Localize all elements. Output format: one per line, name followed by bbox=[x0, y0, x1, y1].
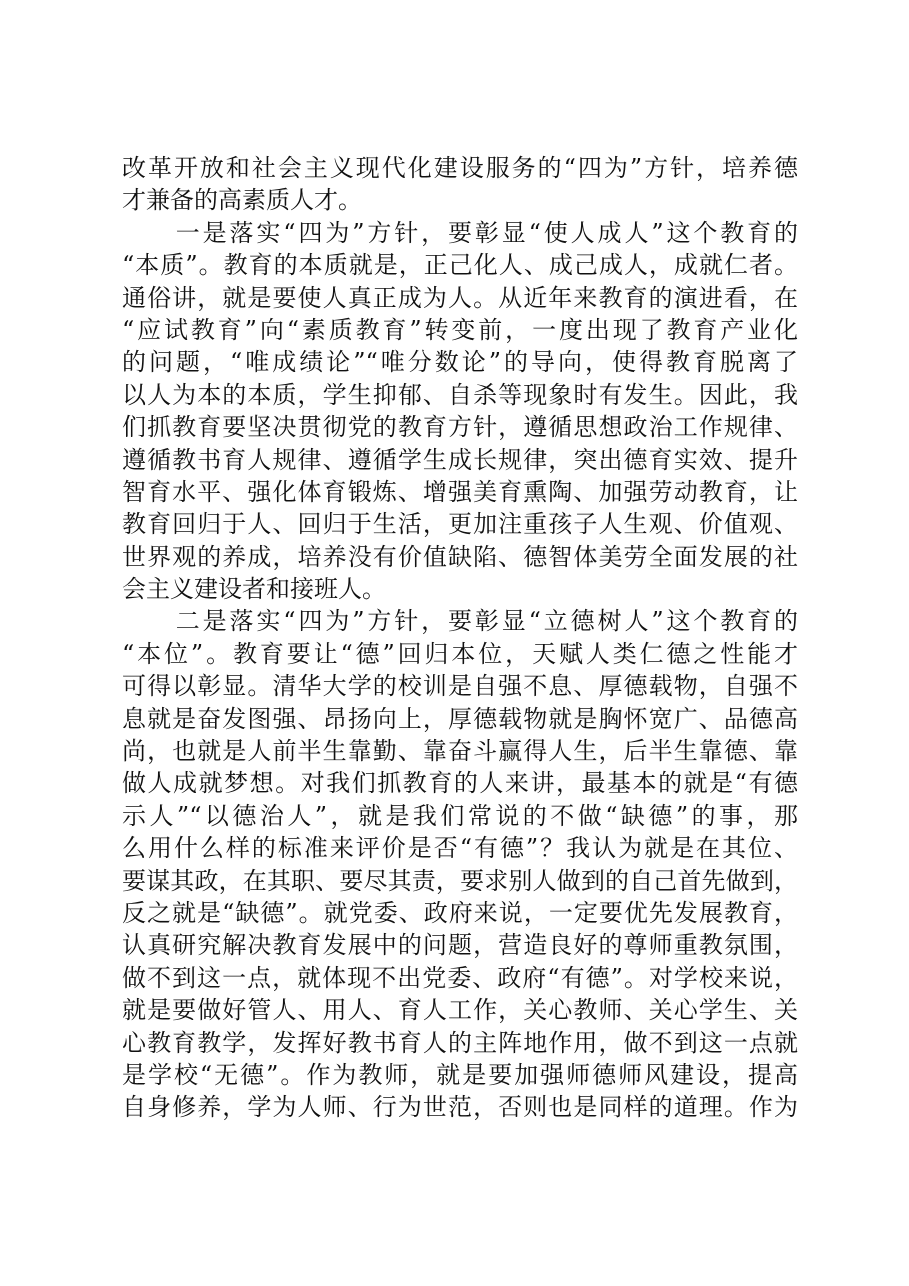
text-line: 一是落实“四为”方针，要彰显“使人成人”这个教育的 bbox=[122, 218, 798, 247]
text-line: 教育回归于人、回归于生活，更加注重孩子人生观、价值观、 bbox=[122, 510, 798, 539]
text-line: 才兼备的高素质人才。 bbox=[122, 186, 362, 215]
text-line: 么用什么样的标准来评价是否“有德”？我认为就是在其位、 bbox=[122, 834, 798, 863]
text-line: 认真研究解决教育发展中的问题，营造良好的尊师重教氛围， bbox=[122, 931, 798, 960]
text-line: 智育水平、强化体育锻炼、增强美育熏陶、加强劳动教育，让 bbox=[122, 477, 798, 506]
text-line: “本质”。教育的本质就是，正己化人、成己成人，成就仁者。 bbox=[122, 251, 798, 280]
text-line: 示人”“以德治人”，就是我们常说的不做“缺德”的事，那 bbox=[122, 801, 798, 830]
text-line: 们抓教育要坚决贯彻党的教育方针，遵循思想政治工作规律、 bbox=[122, 413, 798, 442]
text-line: 改革开放和社会主义现代化建设服务的“四为”方针，培养德 bbox=[122, 154, 798, 182]
text-line: 遵循教书育人规律、遵循学生成长规律，突出德育实效、提升 bbox=[122, 445, 798, 474]
text-line: 的问题，“唯成绩论”“唯分数论”的导向，使得教育脱离了 bbox=[122, 348, 798, 377]
text-line: 通俗讲，就是要使人真正成为人。从近年来教育的演进看，在 bbox=[122, 283, 798, 312]
text-line: “应试教育”向“素质教育”转变前，一度出现了教育产业化 bbox=[122, 315, 798, 344]
text-line: 世界观的养成，培养没有价值缺陷、德智体美劳全面发展的社 bbox=[122, 542, 798, 571]
text-line: 息就是奋发图强、昂扬向上，厚德载物就是胸怀宽广、品德高 bbox=[122, 704, 798, 733]
text-line: 做不到这一点，就体现不出党委、政府“有德”。对学校来说， bbox=[122, 963, 798, 992]
text-line: 尚，也就是人前半生靠勤、靠奋斗赢得人生，后半生靠德、靠 bbox=[122, 737, 798, 766]
document-body bbox=[122, 152, 798, 1124]
text-line: 反之就是“缺德”。就党委、政府来说，一定要优先发展教育， bbox=[122, 898, 798, 927]
text-line: 自身修养，学为人师、行为世范，否则也是同样的道理。作为 bbox=[122, 1093, 798, 1122]
text-line: 以人为本的本质，学生抑郁、自杀等现象时有发生。因此，我 bbox=[122, 380, 798, 409]
text-line: 心教育教学，发挥好教书育人的主阵地作用，做不到这一点就 bbox=[122, 1028, 798, 1057]
text-line: 做人成就梦想。对我们抓教育的人来讲，最基本的就是“有德 bbox=[122, 769, 798, 798]
text-line: 是学校“无德”。作为教师，就是要加强师德师风建设，提高 bbox=[122, 1060, 798, 1089]
text-line: 就是要做好管人、用人、育人工作，关心教师、关心学生、关 bbox=[122, 996, 798, 1025]
text-line: 会主义建设者和接班人。 bbox=[122, 575, 386, 604]
text-line: 要谋其政，在其职、要尽其责，要求别人做到的自己首先做到， bbox=[122, 866, 798, 895]
text-line: “本位”。教育要让“德”回归本位，天赋人类仁德之性能才 bbox=[122, 639, 798, 668]
text-line: 二是落实“四为”方针，要彰显“立德树人”这个教育的 bbox=[122, 607, 798, 636]
text-line: 可得以彰显。清华大学的校训是自强不息、厚德载物，自强不 bbox=[122, 672, 798, 701]
